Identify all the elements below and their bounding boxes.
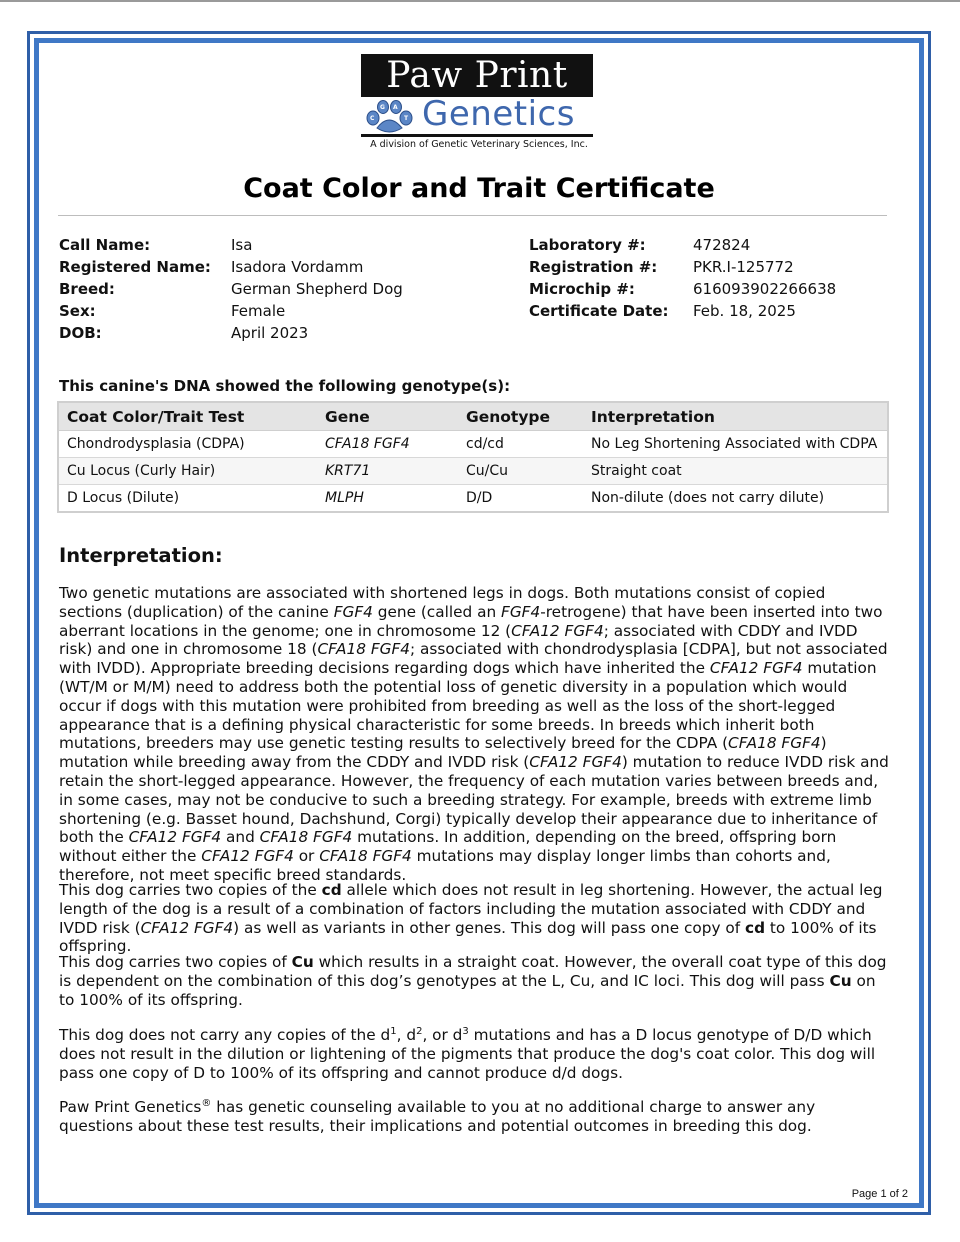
info-label: Laboratory #: xyxy=(529,236,646,254)
info-row-registration xyxy=(529,256,879,278)
interpretation-paragraph-2: This dog carries two copies of the cd allele which does not result in leg shortening. However, the actual leg length of the dog is a result of a combination of factors including the mutation associated with CDDY and IVDD risk (CFA12 FGF4) as well as variants in other genes. This dog will pass one copy of cd to 100% of its offspring. xyxy=(59,881,883,956)
table-cell: MLPH xyxy=(317,485,458,513)
table-cell: Straight coat xyxy=(583,458,888,485)
top-border-line xyxy=(0,0,960,2)
info-label: Certificate Date: xyxy=(529,302,669,320)
info-row-sex xyxy=(59,300,479,322)
info-value: German Shepherd Dog xyxy=(231,280,403,298)
table-cell: D/D xyxy=(458,485,583,513)
info-value: Isadora Vordamm xyxy=(231,258,364,276)
column-header: Genotype xyxy=(458,402,583,431)
certificate-content xyxy=(30,34,928,1212)
info-value: Female xyxy=(231,302,286,320)
interpretation-heading: Interpretation: xyxy=(59,544,223,567)
logo-text-paw-print: Paw Print xyxy=(361,54,593,97)
info-label: Call Name: xyxy=(59,236,151,254)
table-row xyxy=(58,458,888,485)
info-value: Isa xyxy=(231,236,253,254)
table-cell: cd/cd xyxy=(458,431,583,458)
info-row-breed xyxy=(59,278,479,300)
info-label: Breed: xyxy=(59,280,115,298)
info-row-call-name xyxy=(59,234,479,256)
table-cell: Chondrodysplasia (CDPA) xyxy=(58,431,317,458)
table-cell: KRT71 xyxy=(317,458,458,485)
info-value: PKR.I-125772 xyxy=(693,258,794,276)
info-label: Sex: xyxy=(59,302,96,320)
column-header: Coat Color/Trait Test xyxy=(58,402,317,431)
certificate-title: Coat Color and Trait Certificate xyxy=(243,173,715,204)
info-label: Microchip #: xyxy=(529,280,635,298)
dog-info-left xyxy=(59,234,479,349)
info-row-dob xyxy=(59,322,479,344)
info-row-certificate-date xyxy=(529,300,879,322)
info-value: 472824 xyxy=(693,236,751,254)
interpretation-paragraph-4: This dog does not carry any copies of the $d^1$, $d^2$, or $d^3$ mutations and has a D locus genotype of D/D which does not result in the dilution or lightening of the pigments that produce the dog's coat color. This dog will pass one copy of D to 100% of its offspring and cannot produce d/d dogs. xyxy=(59,1026,876,1082)
paw-print-genetics-logo xyxy=(361,54,596,159)
page-number: Page 1 of 2 xyxy=(851,1188,908,1200)
info-label: Registration #: xyxy=(529,258,658,276)
genotype-table xyxy=(57,401,889,513)
table-cell: D Locus (Dilute) xyxy=(58,485,317,513)
table-row xyxy=(58,431,888,458)
svg-text:A: A xyxy=(393,104,398,111)
info-value: April 2023 xyxy=(231,324,309,342)
info-row-laboratory xyxy=(529,234,879,256)
logo-subtitle: A division of Genetic Veterinary Sciences, Inc. xyxy=(370,139,588,150)
svg-text:C: C xyxy=(370,115,375,122)
info-value: Feb. 18, 2025 xyxy=(693,302,796,320)
interpretation-paragraph-5: Paw Print Genetics® has genetic counseling available to you at no additional charge to answer any questions about these test results, their implications and potential outcomes in breeding this dog. xyxy=(59,1098,816,1135)
dog-info-right xyxy=(529,234,879,329)
table-cell: Non-dilute (does not carry dilute) xyxy=(583,485,888,513)
info-label: Registered Name: xyxy=(59,258,211,276)
info-row-microchip xyxy=(529,278,879,300)
info-label: DOB: xyxy=(59,324,102,342)
certificate-frame xyxy=(27,31,931,1215)
info-row-registered-name xyxy=(59,256,479,278)
table-cell: CFA18 FGF4 xyxy=(317,431,458,458)
svg-text:G: G xyxy=(380,104,385,111)
genotype-heading: This canine's DNA showed the following genotype(s): xyxy=(59,377,511,395)
column-header: Interpretation xyxy=(583,402,888,431)
table-cell: Cu/Cu xyxy=(458,458,583,485)
svg-text:T: T xyxy=(404,115,409,122)
column-header: Gene xyxy=(317,402,458,431)
interpretation-paragraph-3: This dog carries two copies of Cu which results in a straight coat. However, the overall coat type of this dog is dependent on the combination of this dog’s genotypes at the L, Cu, and IC loci. This dog will pass Cu on to 100% of its offspring. xyxy=(59,953,887,1009)
title-divider xyxy=(58,215,887,216)
table-cell: No Leg Shortening Associated with CDPA xyxy=(583,431,888,458)
interpretation-paragraph-1: Two genetic mutations are associated with shortened legs in dogs. Both mutations consist of copied sections (duplication) of the canine FGF4 gene (called an FGF4-retrogene) that have been inserted into two aberrant locations in the genome; one in chromosome 12 (CFA12 FGF4; associated with CDDY and IVDD risk) and one in chromosome 18 (CFA18 FGF4; associated with chondrodysplasia [CDPA], but not associated with IVDD). Appropriate breeding decisions regarding dogs which have inherited the CFA12 FGF4 mutation (WT/M or M/M) need to address both the potential loss of genetic diversity in a population which would occur if dogs with this mutation were prohibited from breeding as well as the loss of the short-legged appearance that is a defining physical characteristic for some breeds. In breeds which inherit both mutations, breeders may use genetic testing results to selectively breed for the CDPA (CFA18 FGF4) mutation while breeding away from the CDDY and IVDD risk (CFA12 FGF4) mutation to reduce IVDD risk and retain the short-legged appearance. However, the frequency of each mutation varies between breeds and, in some cases, may not be conducive to such a breeding strategy. For example, breeds with extreme limb shortening (e.g. Basset hound, Dachshund, Corgi) typically develop their appearance due to inheritance of both the CFA12 FGF4 and CFA18 FGF4 mutations. In addition, depending on the breed, offspring born without either the CFA12 FGF4 or CFA18 FGF4 mutations may display longer limbs than cohorts and, therefore, not meet specific breed standards. xyxy=(59,584,889,884)
logo-rule xyxy=(361,134,593,137)
table-row xyxy=(58,485,888,513)
table-cell: Cu Locus (Curly Hair) xyxy=(58,458,317,485)
paw-icon xyxy=(363,98,421,134)
info-value: 616093902266638 xyxy=(693,280,837,298)
logo-text-genetics: Genetics xyxy=(422,94,575,134)
table-header-row xyxy=(58,402,888,431)
